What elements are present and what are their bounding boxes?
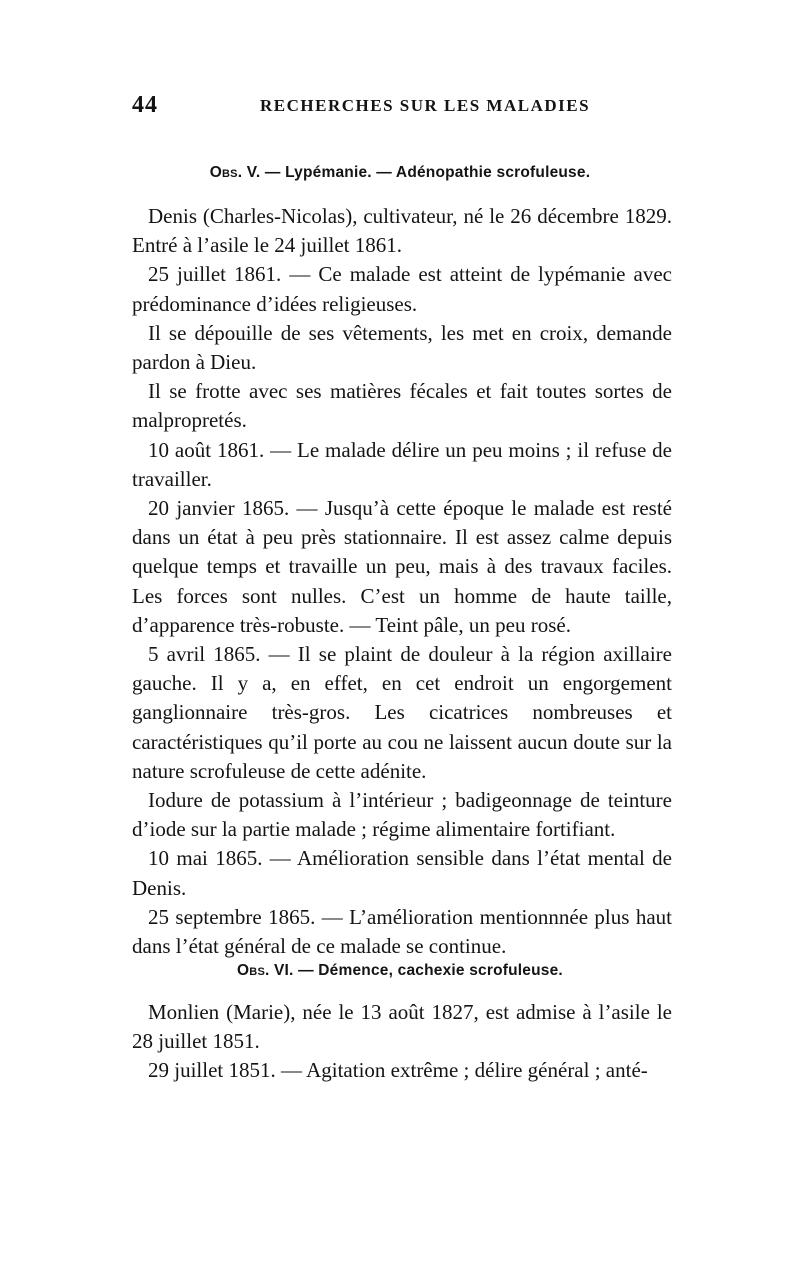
observation-6-heading bbox=[0, 962, 800, 980]
paragraph: 10 août 1861. — Le malade délire un peu moins ; il refuse de travailler. bbox=[132, 437, 672, 491]
paragraph: 20 janvier 1865. — Jusqu’à cette époque le malade est resté dans un état à peu près stationnaire. Il est assez calme depuis quelque temps et travaille un peu, mais à des travaux faciles. Les forces sont nulles. C’est un homme de haute taille, d’apparence très-robuste. — Teint pâle, un peu rosé. bbox=[132, 496, 672, 637]
running-head bbox=[132, 92, 672, 122]
paragraph: Il se dépouille de ses vêtements, les met en croix, demande pardon à Dieu. bbox=[132, 320, 672, 375]
observation-5-label: Obs. V. bbox=[209, 164, 261, 181]
running-title: RECHERCHES SUR LES MALADIES bbox=[260, 96, 591, 115]
observation-6-title: — Démence, cachexie scrofuleuse. bbox=[298, 962, 563, 979]
observation-6-body bbox=[132, 998, 672, 1086]
paragraph: Denis (Charles-Nicolas), cultivateur, né le 26 décembre 1829. Entré à l’asile le 24 juillet 1861. bbox=[132, 204, 672, 258]
paragraph: 25 septembre 1865. — L’amélioration mentionnnée plus haut dans l’état général de ce malade se continue. bbox=[132, 904, 672, 959]
observation-6-label: Obs. VI. bbox=[237, 962, 294, 979]
paragraph: 25 juillet 1861. — Ce malade est atteint de lypémanie avec prédominance d’idées religieuses. bbox=[132, 262, 672, 316]
paragraph: 29 juillet 1851. — Agitation extrême ; délire général ; anté- bbox=[148, 1058, 648, 1083]
paragraph: Iodure de potassium à l’intérieur ; badigeonnage de teinture d’iode sur la partie malade ; régime alimentaire fortifiant. bbox=[132, 788, 672, 842]
observation-5-heading bbox=[0, 164, 800, 182]
paragraph: 5 avril 1865. — Il se plaint de douleur à la région axillaire gauche. Il y a, en effet, en cet endroit un engorgement ganglionnaire très-gros. Les cicatrices nombreuses et caractéristiques qu’il porte au cou ne laissent aucun doute sur la nature scrofuleuse de cette adénite. bbox=[132, 642, 672, 783]
paragraph: Monlien (Marie), née le 13 août 1827, est admise à l’asile le 28 juillet 1851. bbox=[132, 1000, 672, 1054]
observation-5-body bbox=[132, 202, 672, 961]
observation-5-title: — Lypémanie. — Adénopathie scrofuleuse. bbox=[264, 164, 591, 181]
paragraph: Il se frotte avec ses matières fécales et fait toutes sortes de malpropretés. bbox=[132, 379, 672, 433]
paragraph: 10 mai 1865. — Amélioration sensible dans l’état mental de Denis. bbox=[132, 846, 672, 900]
page-number: 44 bbox=[132, 92, 158, 118]
